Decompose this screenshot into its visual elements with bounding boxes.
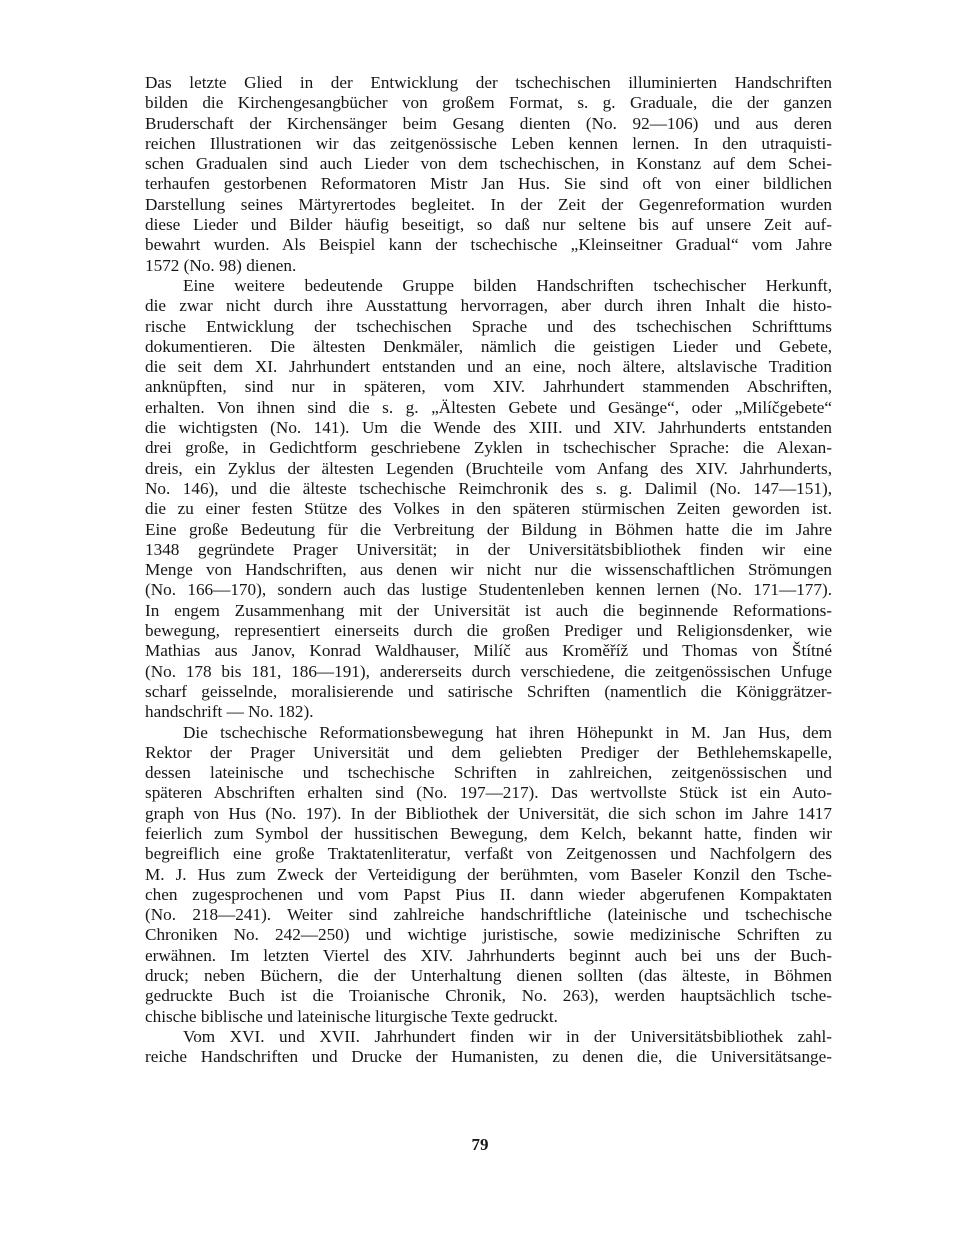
text-line: rische Entwicklung der tschechischen Sprache und des tschechischen Schrifttums [145, 316, 832, 336]
text-line: begreiflich eine große Traktatenliteratur, verfaßt von Zeitgenossen und Nachfolgern des [145, 844, 832, 864]
text-line: erhalten. Von ihnen sind die s. g. „Ältesten Gebete und Gesänge“, oder „Milíčgebete“ [145, 397, 832, 417]
text-line: die zwar nicht durch ihre Ausstattung hervorragen, aber durch ihren Inhalt die histo- [145, 296, 832, 316]
text-line: 1348 gegründete Prager Universität; in der Universitätsbibliothek finden wir eine [145, 539, 832, 559]
page-body [145, 73, 832, 1068]
text-line: handschrift — No. 182). [145, 702, 314, 722]
paragraph [145, 276, 832, 723]
text-line: dreis, ein Zyklus der ältesten Legenden (Bruchteile vom Anfang des XIV. Jahrhunderts, [145, 458, 832, 478]
text-line: Mathias aus Janov, Konrad Waldhauser, Milíč aus Kroměříž und Thomas von Štítné [145, 641, 832, 661]
text-line: erwähnen. Im letzten Viertel des XIV. Jahrhunderts beginnt auch bei uns der Buch- [145, 945, 832, 965]
text-line: chen zugesprochenen und vom Papst Pius II. dann wieder abgerufenen Kompaktaten [145, 884, 832, 904]
text-line: Bruderschaft der Kirchensänger beim Gesang dienten (No. 92—106) und aus deren [145, 113, 832, 133]
text-line: Vom XVI. und XVII. Jahrhundert finden wir in der Universitätsbibliothek zahl- [183, 1026, 832, 1046]
paragraph [145, 1027, 832, 1068]
text-line: die wichtigsten (No. 141). Um die Wende des XIII. und XIV. Jahrhunderts entstanden [145, 418, 832, 438]
text-line: druck; neben Büchern, die der Unterhaltung dienen sollten (das älteste, in Böhmen [145, 966, 832, 986]
text-line: reichen Illustrationen wir das zeitgenössische Leben kennen lernen. In den utraquisti- [145, 133, 832, 153]
text-line: (No. 166—170), sondern auch das lustige Studentenleben kennen lernen (No. 171—177). [145, 580, 832, 600]
text-line: gedruckte Buch ist die Troianische Chronik, No. 263), werden hauptsächlich tsche- [145, 986, 832, 1006]
text-line: die zu einer festen Stütze des Volkes in den späteren stürmischen Zeiten geworden ist. [145, 499, 832, 519]
text-line: graph von Hus (No. 197). In der Bibliothek der Universität, die sich schon im Jahre 1417 [145, 803, 832, 823]
text-line: bilden die Kirchengesangbücher von großem Format, s. g. Graduale, die der ganzen [145, 93, 832, 113]
text-line: dessen lateinische und tschechische Schriften in zahlreichen, zeitgenössischen und [145, 763, 832, 783]
text-line: 1572 (No. 98) dienen. [145, 255, 297, 275]
text-line: terhaufen gestorbenen Reformatoren Mistr Jan Hus. Sie sind oft von einer bildlichen [145, 174, 832, 194]
text-line: Das letzte Glied in der Entwicklung der tschechischen illuminierten Handschriften [145, 73, 832, 92]
text-line: scharf geisselnde, moralisierende und satirische Schriften (namentlich die Königgrätzer- [145, 681, 832, 701]
text-line: (No. 178 bis 181, 186—191), andererseits durch verschiedene, die zeitgenössischen Unfuge [145, 661, 832, 681]
text-line: drei große, in Gedichtform geschriebene Zyklen in tschechischer Sprache: die Alexan- [145, 438, 832, 458]
text-line: M. J. Hus zum Zweck der Verteidigung der berühmten, vom Baseler Konzil den Tsche- [145, 864, 832, 884]
text-line: reiche Handschriften und Drucke der Humanisten, zu denen die, die Universitätsange- [145, 1047, 832, 1067]
text-line: schen Gradualen sind auch Lieder von dem tschechischen, in Konstanz auf dem Schei- [145, 154, 832, 174]
text-line: die seit dem XI. Jahrhundert entstanden und an eine, noch ältere, altslavische Tradition [145, 357, 832, 377]
text-line: diese Lieder und Bilder häufig beseitigt, so daß nur seltene bis auf unsere Zeit auf- [145, 215, 832, 235]
text-line: Die tschechische Reformationsbewegung hat ihren Höhepunkt in M. Jan Hus, dem [183, 722, 832, 742]
text-line: Chroniken No. 242—250) und wichtige juristische, sowie medizinische Schriften zu [145, 925, 832, 945]
text-line: Eine weitere bedeutende Gruppe bilden Handschriften tschechischer Herkunft, [183, 275, 832, 295]
text-line: bewahrt wurden. Als Beispiel kann der tschechische „Kleinseitner Gradual“ vom Jahre [145, 235, 832, 255]
text-line: chische biblische und lateinische liturgische Texte gedruckt. [145, 1006, 558, 1026]
text-line: No. 146), und die älteste tschechische Reimchronik des s. g. Dalimil (No. 147—151), [145, 478, 832, 498]
paragraph [145, 73, 832, 276]
text-line: feierlich zum Symbol der hussitischen Bewegung, dem Kelch, bekannt hatte, finden wir [145, 823, 832, 843]
text-line: anknüpften, sind nur in späteren, vom XIV. Jahrhundert stammenden Abschriften, [145, 377, 832, 397]
text-line: (No. 218—241). Weiter sind zahlreiche handschriftliche (lateinische und tschechische [145, 905, 832, 925]
text-line: bewegung, representiert einerseits durch die großen Prediger und Religionsdenker, wie [145, 621, 832, 641]
text-line: Eine große Bedeutung für die Verbreitung der Bildung in Böhmen hatte die im Jahre [145, 519, 832, 539]
text-line: In engem Zusammenhang mit der Universität ist auch die beginnende Reformations- [145, 600, 832, 620]
paragraph [145, 723, 832, 1027]
text-line: Rektor der Prager Universität und dem geliebten Prediger der Bethlehemskapelle, [145, 742, 832, 762]
text-line: dokumentieren. Die ältesten Denkmäler, nämlich die geistigen Lieder und Gebete, [145, 336, 832, 356]
text-line: Menge von Handschriften, aus denen wir nicht nur die wissenschaftlichen Strömungen [145, 560, 832, 580]
text-line: späteren Abschriften erhalten sind (No. 197—217). Das wertvollste Stück ist ein Auto- [145, 783, 832, 803]
page-number: 79 [471, 1135, 489, 1154]
text-line: Darstellung seines Märtyrertodes begleitet. In der Zeit der Gegenreformation wurden [145, 194, 832, 214]
